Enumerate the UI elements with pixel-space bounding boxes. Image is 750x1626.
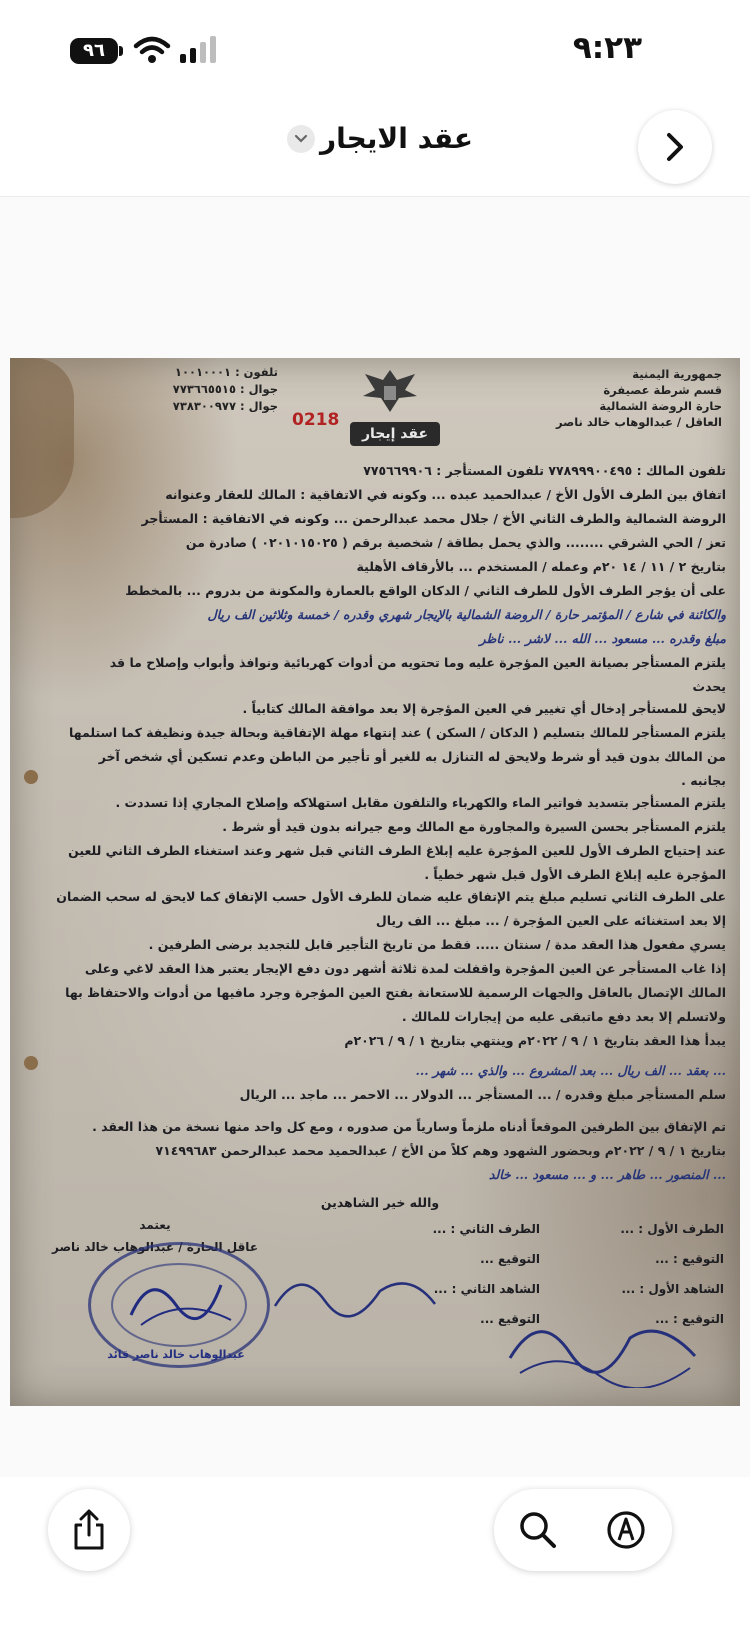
contract-line: مبلغ وقدره ... مسعود ... الله ... لاشر ... ناظر bbox=[479, 631, 726, 646]
document-header-left bbox=[128, 364, 278, 415]
signature-label: التوقيع : ... bbox=[655, 1252, 724, 1266]
markup-icon[interactable] bbox=[602, 1506, 650, 1554]
chevron-right-icon bbox=[663, 131, 687, 163]
handwritten-signature bbox=[500, 1298, 710, 1388]
contract-line: على الطرف الثاني تسليم مبلغ يتم الإتفاق عليه ضمان للطرف الأول حسب الإتفاق كما لايحق له سحب الضمان bbox=[56, 889, 726, 904]
contract-line: تم الإتفاق بين الطرفين الموقعاً أدناه ملزماً وسارياً من صدوره ، ومع كل واحد منها نسخة من هذا العقد . bbox=[92, 1119, 726, 1134]
contract-line: من المالك بدون قيد أو شرط ولايحق له التنازل به للغير أو تأجير من الباطن وعدم تسكين أي شخص آخر bbox=[98, 749, 726, 764]
header-line: تلفون : ١٠٠١٠٠٠١ bbox=[174, 365, 278, 379]
contract-badge: عقد إيجار bbox=[350, 422, 440, 446]
stamp-signature bbox=[121, 1265, 241, 1335]
eagle-emblem-icon bbox=[355, 364, 425, 424]
status-time: ٩:٢٣ bbox=[572, 30, 642, 66]
closing-line: والله خير الشاهدين bbox=[320, 1195, 440, 1210]
contract-line: بتاريخ ٢ / ١١ / ١٤ ٢٠م وعمله / المستخدم ... بالأرقاف الأهلية bbox=[356, 559, 726, 574]
contract-line: لايحق للمستأجر إدخال أي تغيير في العين المؤجرة إلا بعد موافقة المالك كتابياً . bbox=[242, 701, 726, 716]
contract-line: يلتزم المستأجر للمالك بتسليم ( الدكان / السكن ) عند إنتهاء مهلة الإتفاقية وبحالة جيدة ونظيفة كما استلمها bbox=[69, 725, 726, 740]
contract-line: الروضة الشمالية والطرف الثاني الأخ / جلال محمد عبدالرحمن ... وكونه في الاتفاقية : المستأجر bbox=[141, 511, 726, 526]
share-icon bbox=[72, 1509, 106, 1551]
cellular-signal-icon bbox=[178, 36, 218, 64]
back-button[interactable] bbox=[638, 110, 712, 184]
serial-number: 0218 bbox=[292, 410, 340, 430]
contract-line: يلتزم المستأجر بصيانة العين المؤجرة عليه وما تحتويه من أدوات كهربائية ونوافذ وأبواب وإصلاح ما قد bbox=[109, 655, 726, 670]
action-pill bbox=[494, 1489, 672, 1571]
nav-bar bbox=[0, 100, 750, 197]
signature-label: التوقيع ... bbox=[480, 1252, 540, 1266]
share-button[interactable] bbox=[48, 1489, 130, 1571]
contract-line: يبدأ هذا العقد بتاريخ ١ / ٩ / ٢٠٢٢م وينتهي بتاريخ ١ / ٩ / ٢٠٢٦م bbox=[344, 1033, 726, 1048]
document-header-right bbox=[532, 366, 722, 430]
contract-line: والكائنة في شارع / المؤتمر حارة / الروضة الشمالية بالإيجار شهري وقدره / خمسة وثلاثين الف ريال bbox=[207, 607, 726, 622]
search-icon[interactable] bbox=[514, 1506, 562, 1554]
contract-line: إلا بعد استغنائه على العين المؤجرة / ... مبلغ ... الف ريال bbox=[375, 913, 726, 928]
signature-label: الطرف الثاني : ... bbox=[432, 1222, 540, 1236]
header-line: جمهورية اليمنية bbox=[632, 367, 722, 381]
contract-line: سلم المستأجر مبلغ وقدره / ... المستأجر ... الدولار ... الاحمر ... ماجد ... الريال bbox=[239, 1087, 726, 1102]
header-line: قسم شرطة عصيفرة bbox=[603, 383, 722, 397]
contract-line: على أن يؤجر الطرف الأول للطرف الثاني / الدكان الواقع بالعمارة والمكونة من بدروم ... بالمخطط bbox=[125, 583, 726, 598]
battery-icon: ٩٦ bbox=[70, 38, 118, 64]
header-line: العاقل / عبدالوهاب خالد ناصر bbox=[555, 415, 722, 429]
contract-line: عند إحتياج الطرف الأول للعين المؤجرة عليه إبلاغ الطرف الثاني قبل شهر وعند استغناء الطرف الثاني للعين bbox=[68, 843, 726, 858]
contract-line: ... بعقد ... الف ريال ... بعد المشروع ... والذي ... شهر ... bbox=[415, 1063, 726, 1078]
contract-line: يلتزم المستأجر بتسديد فواتير الماء والكهرباء والتلفون مقابل استهلاكه وإصلاح المجاري إذا تسددت . bbox=[115, 795, 726, 810]
contract-line: ولاتسلم إلا بعد دفع ماتبقى عليه من إيجارات للمالك . bbox=[401, 1009, 726, 1024]
contract-line: المؤجرة عليه إبلاغ الطرف الأول قبل شهر خطياً . bbox=[424, 867, 726, 882]
contract-line: تلفون المالك : ٧٧٨٩٩٩٠٠٤٩٥ تلفون المستأجر : ٧٧٥٦٦٩٩٠٦ bbox=[363, 463, 726, 478]
signature-label: عاقل الحارة / عبدالوهاب خالد ناصر bbox=[51, 1240, 259, 1254]
contract-line: ... المنصور ... طاهر ... و ... مسعود ... خالد bbox=[488, 1167, 726, 1182]
contract-line: يسري مفعول هذا العقد مدة / سنتان ..... فقط من تاريخ التأجير قابل للتجديد برضى الطرفين . bbox=[148, 937, 726, 952]
contract-line: المالك الإتصال بالعاقل والجهات الرسمية للاستعانة بفتح العين المؤجرة وجرد مافيها من أدوات والاحتفاظ بها bbox=[65, 985, 726, 1000]
page-title: عقد الايجار bbox=[320, 122, 474, 155]
signature-label: يعتمد bbox=[139, 1218, 171, 1232]
bottom-toolbar bbox=[0, 1477, 750, 1626]
signature-label: التوقيع : ... bbox=[655, 1312, 724, 1326]
wifi-icon bbox=[132, 34, 172, 66]
battery-tip bbox=[119, 46, 123, 56]
header-line: جوال : ٧٧٣٦٦٥٥١٥ bbox=[172, 382, 278, 396]
header-line: حارة الروضة الشمالية bbox=[599, 399, 722, 413]
chevron-down-icon[interactable] bbox=[287, 125, 315, 153]
handwritten-signature bbox=[270, 1256, 440, 1336]
contract-line: بتاريخ ١ / ٩ / ٢٠٢٢م وبحضور الشهود وهم كلاً من الأخ / عبدالحميد محمد عبدالرحمن ٧١٤٩٩٦٨٣ bbox=[155, 1143, 726, 1158]
signature-label: الطرف الأول : ... bbox=[620, 1222, 724, 1236]
contract-line: اتفاق بين الطرف الأول الأخ / عبدالحميد عبده ... وكونه في الاتفاقية : المالك للعقار وعنوانه bbox=[165, 487, 726, 502]
signature-label: الشاهد الأول : ... bbox=[621, 1282, 724, 1296]
contract-line: تعز / الحي الشرقي ........ والذي يحمل بطاقة / شخصية برقم ( ٠٢٠١٠١٥٠٢٥ ) صادرة من bbox=[185, 535, 726, 550]
contract-line: يحدث bbox=[692, 679, 726, 694]
contract-line: يلتزم المستأجر بحسن السيرة والمجاورة مع المالك ومع جيرانه بدون قيد أو شرط . bbox=[222, 819, 726, 834]
contract-line: بجانبه . bbox=[681, 773, 726, 788]
document-photo bbox=[10, 358, 740, 1406]
contract-line: إذا غاب المستأجر عن العين المؤجرة واقفلت لمدة ثلاثة أشهر دون دفع الإيجار يعتبر هذا العقد لاغي وعلى bbox=[84, 961, 726, 976]
signature-label: التوقيع ... bbox=[480, 1312, 540, 1326]
stamp-text: عبدالوهاب خالد ناصر قائد bbox=[107, 1348, 245, 1361]
signature-label: الشاهد الثاني : ... bbox=[433, 1282, 540, 1296]
header-line: جوال : ٧٣٨٣٠٠٩٧٧ bbox=[172, 399, 278, 413]
status-bar bbox=[0, 0, 750, 100]
